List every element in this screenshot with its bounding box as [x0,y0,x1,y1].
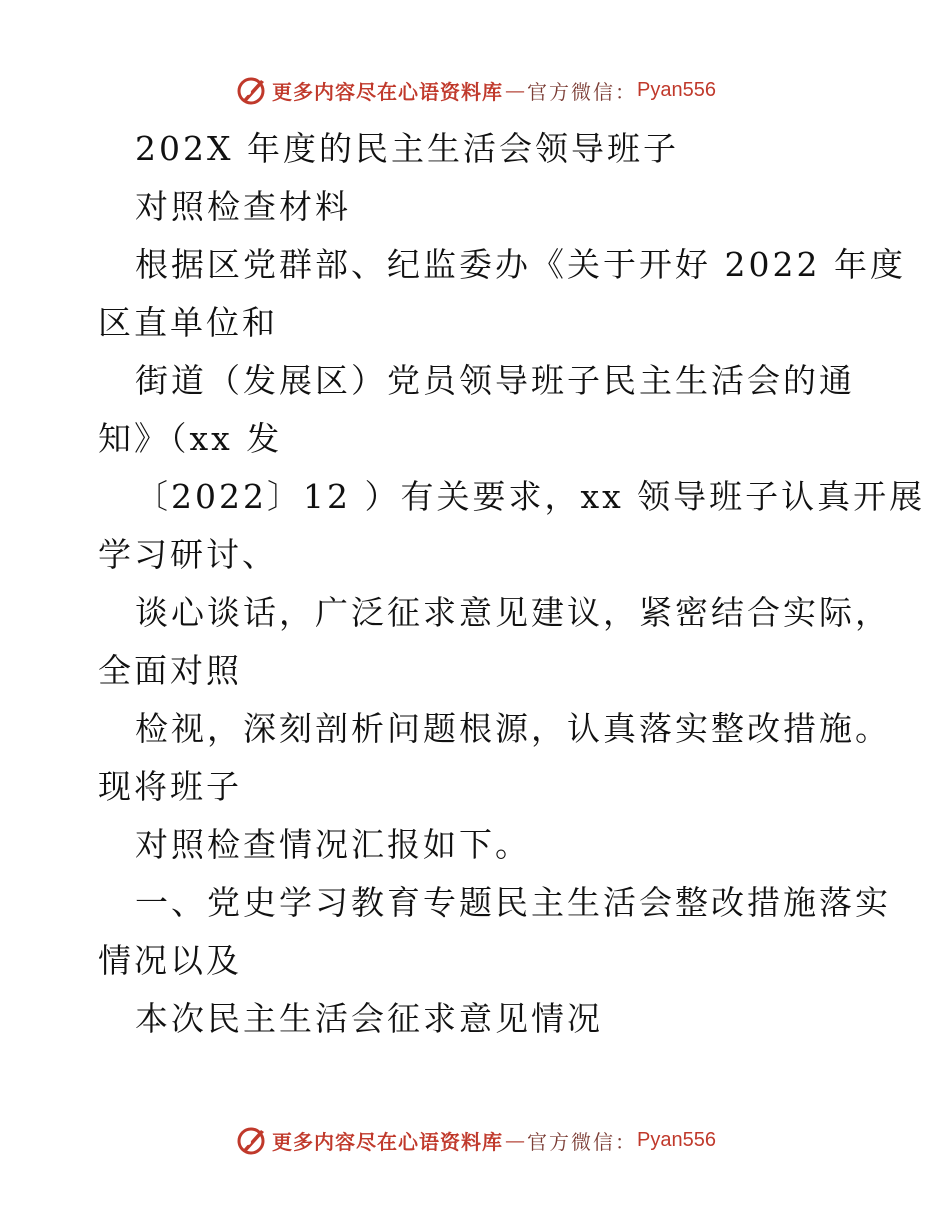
doc-line: 根据区党群部、纪监委办《关于开好 2022 年度 [135,245,906,284]
doc-line: 谈心谈话，广泛征求意见建议，紧密结合实际， [135,593,891,632]
doc-line: 对照检查材料 [135,187,351,226]
wechat-id: Pyan556 [637,1128,716,1151]
doc-line: 本次民主生活会征求意见情况 [135,999,603,1038]
doc-line: 区直单位和 [98,303,278,342]
doc-line: 检视，深刻剖析问题根源，认真落实整改措施。 [135,709,891,748]
promo-text: 更多内容尽在心语资料库 [272,79,504,104]
doc-line: 知》（xx 发 [98,419,283,458]
wechat-label: 官方微信： [527,1129,638,1154]
wechat-label: 官方微信： [527,79,638,104]
doc-line: 全面对照 [98,651,242,690]
pen-circle-logo-icon [234,73,268,107]
doc-line: 一、党史学习教育专题民主生活会整改措施落实 [135,883,891,922]
doc-line: 对照检查情况汇报如下。 [135,825,531,864]
promo-text: 更多内容尽在心语资料库 [272,1129,504,1154]
footer-banner [0,1120,950,1160]
doc-line: 街道（发展区）党员领导班子民主生活会的通 [135,361,855,400]
doc-line: 现将班子 [98,767,242,806]
banner-dash: — [505,1128,526,1152]
wechat-id: Pyan556 [637,78,716,101]
doc-line: 〔2022〕12 ）有关要求，xx 领导班子认真开展 [135,477,926,516]
doc-line: 学习研讨、 [98,535,278,574]
pen-circle-logo-icon [234,1123,268,1157]
header-banner [0,70,950,110]
doc-line: 情况以及 [98,941,242,980]
doc-line: 202X 年度的民主生活会领导班子 [135,129,679,168]
document-body [98,120,926,1048]
banner-dash: — [505,78,526,102]
